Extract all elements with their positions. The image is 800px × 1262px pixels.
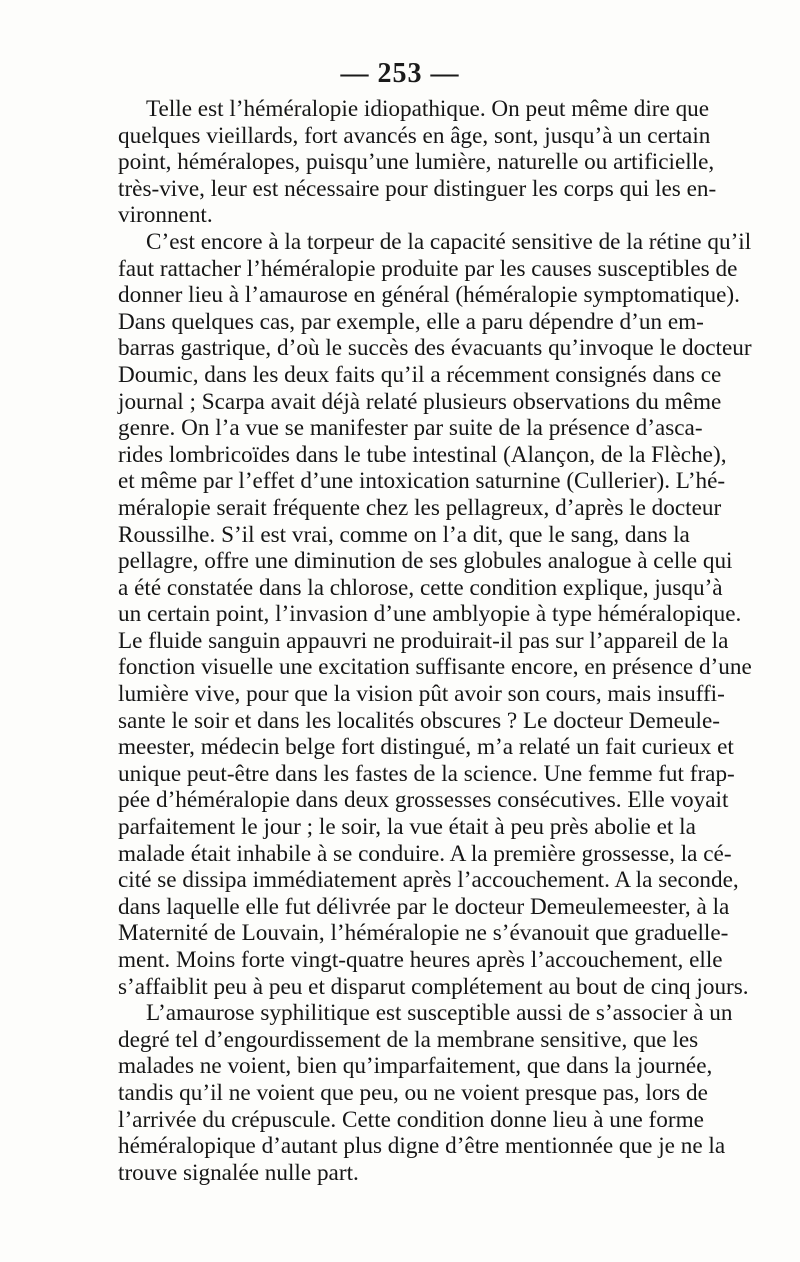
text-line: héméralopique d’autant plus digne d’être mentionnée que je ne la <box>118 1133 726 1160</box>
text-line: Le fluide sanguin appauvri ne produirait-il pas sur l’appareil de la <box>118 627 729 654</box>
text-line: pée d’héméralopie dans deux grossesses consécutives. Elle voyait <box>118 787 729 814</box>
text-line: faut rattacher l’héméralopie produite par les causes susceptibles de <box>118 255 738 282</box>
text-line: cité se dissipa immédiatement après l’accouchement. A la seconde, <box>118 867 739 894</box>
text-line: meester, médecin belge fort distingué, m’a relaté un fait curieux et <box>118 734 734 761</box>
paragraph-1 <box>118 96 717 229</box>
text-line: journal ; Scarpa avait déjà relaté plusieurs observations du même <box>118 388 722 415</box>
text-line: Telle est l’héméralopie idiopathique. On peut même dire que <box>146 96 710 122</box>
paragraph-3 <box>118 1000 733 1186</box>
text-line: genre. On l’a vue se manifester par suite de la présence d’asca- <box>118 415 703 442</box>
text-line: pellagre, offre une diminution de ses globules analogue à celle qui <box>118 548 733 575</box>
paragraph-2 <box>118 228 752 1000</box>
text-line: malade était inhabile à se conduire. A la première grossesse, la cé- <box>118 840 732 867</box>
page-number: — 253 — <box>340 58 460 89</box>
text-line: rides lombricoïdes dans le tube intestinal (Alançon, de la Flèche), <box>118 441 727 468</box>
text-line: un certain point, l’invasion d’une amblyopie à type héméralopique. <box>118 601 742 628</box>
text-line: méralopie serait fréquente chez les pellagreux, d’après le docteur <box>118 494 722 521</box>
text-line: barras gastrique, d’où le succès des évacuants qu’invoque le docteur <box>118 335 752 362</box>
text-line: Maternité de Louvain, l’héméralopie ne s’évanouit que graduelle- <box>118 920 729 947</box>
body-text <box>118 96 752 1186</box>
text-line: unique peut-être dans les fastes de la science. Une femme fut frap- <box>118 760 735 787</box>
text-line: très-vive, leur est nécessaire pour distinguer les corps qui les en- <box>118 175 717 202</box>
text-line: tandis qu’il ne voient que peu, ou ne voient presque pas, lors de <box>118 1079 708 1106</box>
text-line: quelques vieillards, fort avancés en âge, sont, jusqu’à un certain <box>118 122 711 149</box>
text-line: Dans quelques cas, par exemple, elle a paru dépendre d’un em- <box>118 308 704 335</box>
text-line: degré tel d’engourdissement de la membrane sensitive, que les <box>118 1026 699 1053</box>
text-line: malades ne voient, bien qu’imparfaitement, que dans la journée, <box>118 1053 713 1080</box>
text-line: parfaitement le jour ; le soir, la vue était à peu près abolie et la <box>118 814 696 841</box>
text-line: donner lieu à l’amaurose en général (héméralopie symptomatique). <box>118 282 740 309</box>
text-line: trouve signalée nulle part. <box>118 1159 359 1186</box>
text-line: lumière vive, pour que la vision pût avoir son cours, mais insuffi- <box>118 681 725 708</box>
text-line: s’affaiblit peu à peu et disparut complétement au bout de cinq jours. <box>118 973 749 1000</box>
text-line: Roussilhe. S’il est vrai, comme on l’a dit, que le sang, dans la <box>118 521 690 548</box>
text-line: l’arrivée du crépuscule. Cette condition donne lieu à une forme <box>118 1106 704 1133</box>
text-line: fonction visuelle une excitation suffisante encore, en présence d’une <box>118 654 752 681</box>
text-line: C’est encore à la torpeur de la capacité sensitive de la rétine qu’il <box>146 228 752 255</box>
text-line: ment. Moins forte vingt-quatre heures après l’accouchement, elle <box>118 947 723 973</box>
text-line: L’amaurose syphilitique est susceptible aussi de s’associer à un <box>146 1000 733 1027</box>
text-line: a été constatée dans la chlorose, cette condition explique, jusqu’à <box>118 574 723 601</box>
text-line: Doumic, dans les deux faits qu’il a récemment consignés dans ce <box>118 361 722 388</box>
text-line: point, héméralopes, puisqu’une lumière, naturelle ou artificielle, <box>118 149 715 176</box>
text-line: sante le soir et dans les localités obscures ? Le docteur Demeule- <box>118 707 721 734</box>
text-line: et même par l’effet d’une intoxication saturnine (Cullerier). L’hé- <box>118 468 726 495</box>
text-line: dans laquelle elle fut délivrée par le docteur Demeulemeester, à la <box>118 893 730 920</box>
text-line: vironnent. <box>118 202 213 229</box>
